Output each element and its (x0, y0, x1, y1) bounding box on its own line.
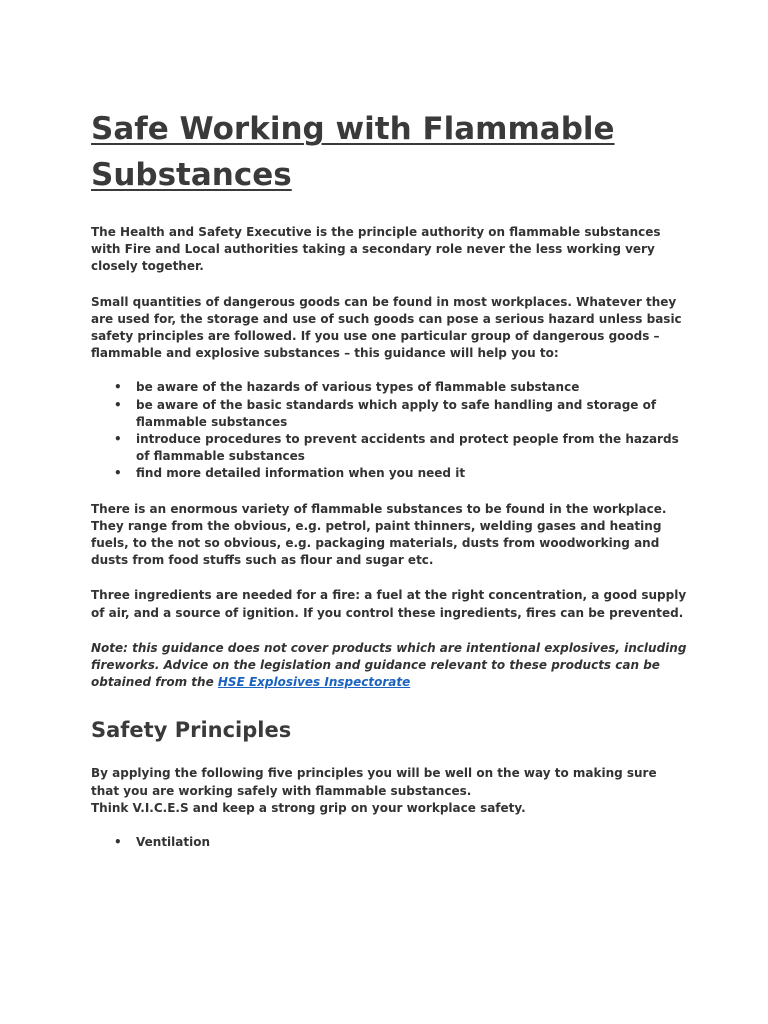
hse-explosives-inspectorate-link[interactable]: HSE Explosives Inspectorate (217, 675, 411, 690)
safety-principles-line-1: By applying the following five principles you will be well on the way to making sure that you are working safely with flammable substances. (91, 766, 657, 798)
list-item: • introduce procedures to prevent accidents and protect people from the hazards of flammable substances (136, 431, 688, 465)
document-title: Safe Working with Flammable Substances (91, 111, 615, 193)
list-item: • be aware of the basic standards which apply to safe handling and storage of flammable substances (136, 397, 688, 431)
safety-principles-paragraph (91, 765, 688, 817)
dangerous-goods-paragraph: Small quantities of dangerous goods can be found in most workplaces. Whatever they are used for, the storage and use of such goods can pose a serious hazard unless basic safety principles are followed. If you use one particular group of dangerous goods – flammable and explosive substances – this guidance will help you to: (91, 294, 682, 361)
variety-paragraph: There is an enormous variety of flammable substances to be found in the workplace. They range from the obvious, e.g. petrol, paint thinners, welding gases and heating fuels, to the not so obvious, e.g. packaging materials, dusts from woodworking and dusts from food stuffs such as flour and sugar etc. (91, 501, 667, 568)
safety-principles-heading: Safety Principles (91, 718, 292, 743)
intro-paragraph: The Health and Safety Executive is the principle authority on flammable substances with Fire and Local authorities taking a secondary role never the less working very closely together. (91, 225, 661, 274)
vices-bullet-list (91, 834, 688, 851)
note-text: Note: this guidance does not cover products which are intentional explosives, including fireworks. Advice on the legislation and guidance relevant to these products can be obtained from the (91, 640, 687, 690)
safety-principles-line-2: Think V.I.C.E.S and keep a strong grip on your workplace safety. (91, 800, 526, 815)
list-item: • find more detailed information when you need it (136, 465, 688, 482)
guidance-bullet-list (91, 379, 688, 482)
list-item: • be aware of the hazards of various types of flammable substance (136, 379, 688, 396)
fire-ingredients-paragraph: Three ingredients are needed for a fire: a fuel at the right concentration, a good supply of air, and a source of ignition. If you control these ingredients, fires can be prevented. (91, 588, 687, 620)
list-item: • Ventilation (136, 834, 688, 851)
note-paragraph (91, 640, 688, 692)
